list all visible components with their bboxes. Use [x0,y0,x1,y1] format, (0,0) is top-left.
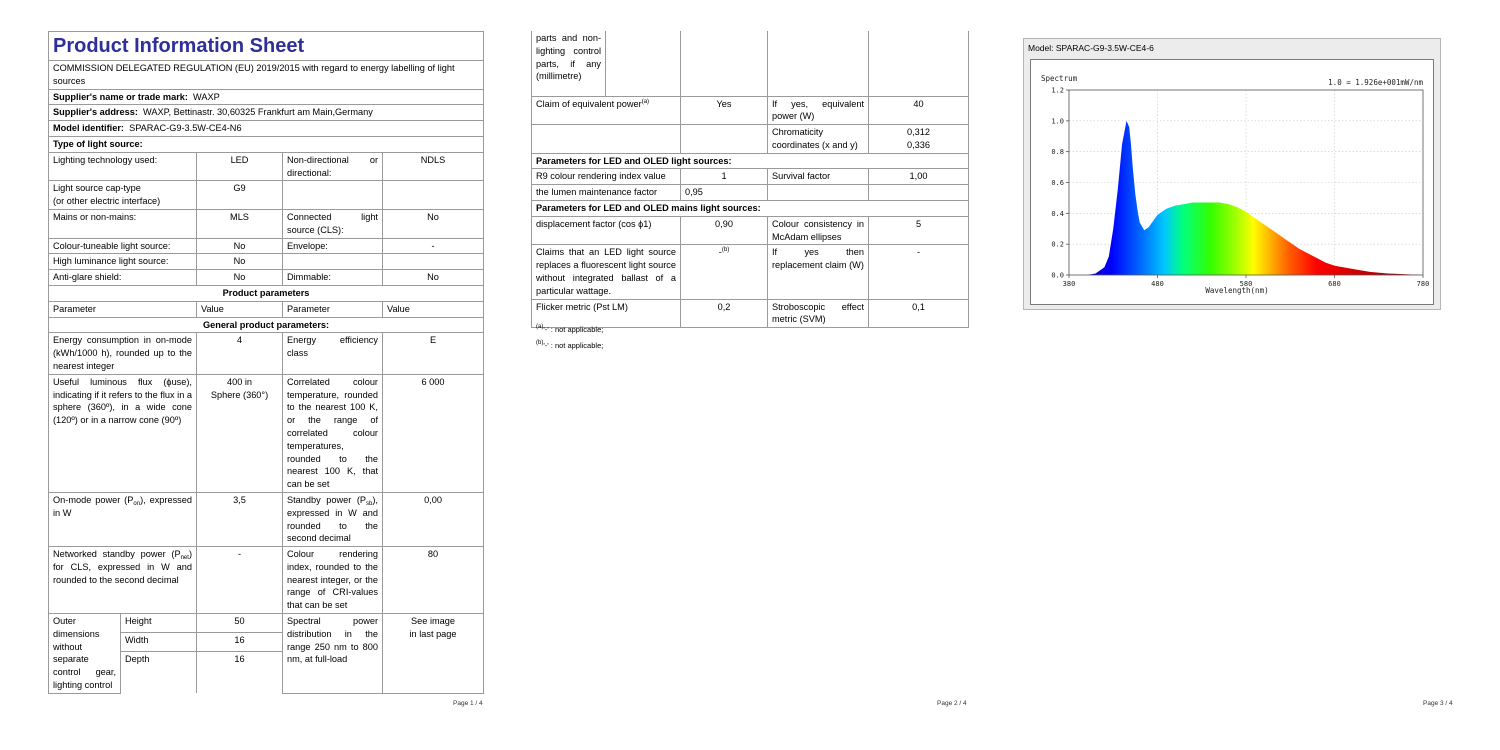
cls-label: Connected light source (CLS): [283,209,383,238]
strobo-label: Stroboscopic effect metric (SVM) [768,299,869,328]
consistency-value: 5 [869,216,969,245]
displacement-label: displacement factor (cos ϕ1) [532,216,681,245]
flux-value-line-2: Sphere (360°) [210,389,269,400]
flux-value-line-1: 400 in [226,376,253,387]
led-params-table [531,31,969,328]
mains-label: Mains or non-mains: [49,209,197,238]
directional-label: Non-directional or directional: [283,152,383,181]
y-tick-label: 1.0 [1051,117,1064,126]
x-tick-label: 380 [1062,280,1076,288]
address-row [49,105,484,121]
supplier-row [49,89,484,105]
flicker-label: Flicker metric (Pst LM) [532,299,681,328]
footnote-a: $^{(a)}$'-' : not applicable; [536,324,604,334]
standby-label: Standby power $(P_{sb})$, expressed in W and rounded to the second decimal [283,492,383,546]
col-header-value-1: Value [197,301,283,317]
tuneable-value: No [197,238,283,254]
depth-label: Depth [121,652,197,693]
model-row [49,121,484,137]
col-header-parameter-2: Parameter [283,301,383,317]
lumen-maint-label: the lumen maintenance factor [532,185,681,201]
envelope-label: Envelope: [283,238,383,254]
eff-class-label: Energy efficiency class [283,333,383,374]
x-tick-label: 580 [1239,280,1253,288]
flux-value [197,374,283,492]
supplier-value: WAXP [193,91,220,102]
cap-label-line-1: Light source cap-type [53,183,141,194]
x-tick-label: 480 [1151,280,1164,288]
directional-value: NDLS [383,152,484,181]
y-tick-label: 0.4 [1051,209,1064,218]
dims-continued-label: parts and non-lighting control parts, if any (millimetre) [532,31,606,96]
antiglare-label: Anti-glare shield: [49,270,197,286]
energy-label: Energy consumption in on-mode (kWh/1000 h), rounded up to the nearest integer [49,333,197,374]
spd-value-line-1: See image [411,616,455,627]
page-number-3: Page 3 / 4 [1423,700,1453,707]
spectrum-figure [1023,38,1441,310]
spectrum-x-label: Wavelength(nm) [1205,286,1269,295]
width-value: 16 [197,633,283,652]
antiglare-value: No [197,270,283,286]
cap-label [49,181,197,210]
equiv-value: Yes [681,96,768,125]
energy-value: 4 [197,333,283,374]
consistency-label: Colour consistency in McAdam ellipses [768,216,869,245]
onmode-value: 3,5 [197,492,283,546]
spectrum-annotation: 1.0 = 1.926e+001mW/nm [1328,78,1423,87]
equiv-label: Claim of equivalent power$^{(a)}$ [532,96,681,125]
general-heading: General product parameters: [49,317,484,333]
y-tick-label: 1.2 [1051,86,1064,95]
net-standby-value: - [197,547,283,614]
spd-label: Spectral power distribution in the range 250 nm to 800 nm, at full-load [283,614,383,694]
lighting-tech-value: LED [197,152,283,181]
x-tick-label: 680 [1328,280,1341,288]
model-value: SPARAC-G9-3.5W-CE4-N6 [129,123,242,134]
spd-value-line-2: in last page [409,628,457,639]
address-value: WAXP, Bettinastr. 30,60325 Frankfurt am Main,Germany [143,107,373,118]
cct-label: Correlated colour temperature, rounded to the nearest 100 K, or the range of correlated colour temperatures, rounded to the nearest 100 K, that can be set [283,374,383,492]
cri-label: Colour rendering index, rounded to the nearest integer, or the range of CRI-values that can be set [283,547,383,614]
chroma-x: 0,312 [907,127,930,138]
height-label: Height [121,614,197,633]
outer-dims-label: Outer dimensions without separate control gear, lighting control [49,614,121,694]
chroma-y: 0,336 [907,139,930,150]
col-header-value-2: Value [383,301,484,317]
page-title: Product Information Sheet [49,32,484,61]
spd-value [383,614,484,694]
page-number-2: Page 2 / 4 [937,700,967,707]
width-label: Width [121,633,197,652]
high-lum-value: No [197,254,283,270]
chroma-label: Chromaticity coordinates (x and y) [768,125,869,154]
page-number-1: Page 1 / 4 [453,700,483,707]
r9-label: R9 colour rendering index value [532,169,681,185]
mains-value: MLS [197,209,283,238]
envelope-value: - [383,238,484,254]
equiv-power-label: If yes, equivalent power (W) [768,96,869,125]
regulation-text: COMMISSION DELEGATED REGULATION (EU) 2019/2015 with regard to energy labelling of light sources [49,61,484,90]
fluor-claim-label: Claims that an LED light source replaces a fluorescent light source without integrated ballast of a particular wattage. [532,245,681,299]
product-info-table [48,31,484,694]
depth-value: 16 [197,652,283,693]
y-tick-label: 0.2 [1051,240,1064,249]
cls-value: No [383,209,484,238]
equiv-power-value: 40 [869,96,969,125]
displacement-value: 0,90 [681,216,768,245]
high-lum-label: High luminance light source: [49,254,197,270]
model-label: Model identifier: [53,123,124,134]
cap-value: G9 [197,181,283,210]
eff-class-value: E [383,333,484,374]
spectrum-chart [1031,60,1435,306]
type-heading: Type of light source: [49,136,484,152]
lighting-tech-label: Lighting technology used: [49,152,197,181]
replacement-value: - [869,245,969,299]
survival-label: Survival factor [768,169,869,185]
supplier-label: Supplier's name or trade mark: [53,91,188,102]
page-1 [0,0,500,750]
dimmable-value: No [383,270,484,286]
address-label: Supplier's address: [53,107,138,118]
footnote-b: $^{(b)}$'-' : not applicable; [536,340,604,350]
survival-value: 1,00 [869,169,969,185]
product-params-heading: Product parameters [49,285,484,301]
dimmable-label: Dimmable: [283,270,383,286]
spectrum-title: Spectrum [1041,74,1078,83]
onmode-label: On-mode power $(P_{on})$, expressed in W [49,492,197,546]
r9-value: 1 [681,169,768,185]
y-tick-label: 0.8 [1051,148,1064,157]
y-tick-label: 0.6 [1051,179,1064,187]
col-header-parameter-1: Parameter [49,301,197,317]
strobo-value: 0,1 [869,299,969,328]
flux-label: Useful luminous flux (ϕuse), indicating if it refers to the flux in a sphere (360º), in a wide cone (120º) or in a narrow cone (90º) [49,374,197,492]
replacement-label: If yes then replacement claim (W) [768,245,869,299]
net-standby-label: Networked standby power $(P_{net})$ for CLS, expressed in W and rounded to the second decimal [49,547,197,614]
led-mains-heading: Parameters for LED and OLED mains light sources: [532,201,969,217]
led-heading: Parameters for LED and OLED light sources: [532,153,969,169]
cct-value: 6 000 [383,374,484,492]
lumen-maint-value: 0,95 [681,185,768,201]
fluor-claim-value: -$^{(b)}$ [681,245,768,299]
tuneable-label: Colour-tuneable light source: [49,238,197,254]
cap-label-line-2: (or other electric interface) [53,196,161,207]
page-2 [500,0,1000,750]
height-value: 50 [197,614,283,633]
y-tick-label: 0.0 [1051,271,1064,280]
standby-value: 0,00 [383,492,484,546]
chroma-value [869,125,969,154]
spectrum-model-caption: Model: SPARAC-G9-3.5W-CE4-6 [1028,43,1154,53]
spectrum-panel [1030,59,1434,305]
cri-value: 80 [383,547,484,614]
flicker-value: 0,2 [681,299,768,328]
x-tick-label: 780 [1416,280,1430,288]
